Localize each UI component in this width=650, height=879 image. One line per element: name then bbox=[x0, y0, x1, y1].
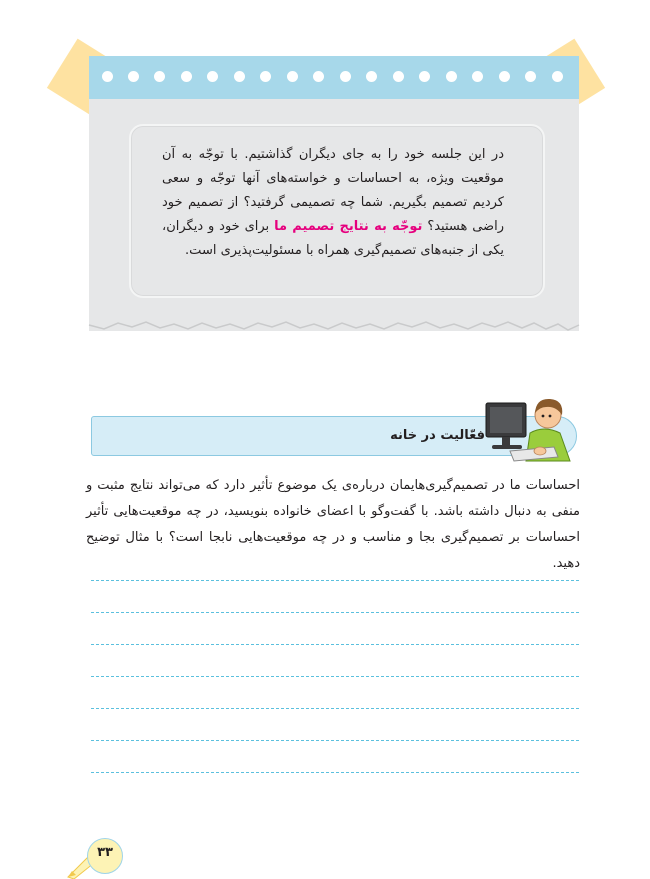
binding-hole bbox=[207, 71, 218, 82]
binding-hole bbox=[340, 71, 351, 82]
note-binding-holes bbox=[89, 68, 579, 84]
note-torn-edge bbox=[88, 313, 580, 337]
writing-line[interactable] bbox=[91, 612, 579, 613]
activity-paragraph: احساسات ما در تصمیم‌گیری‌هایمان درباره‌ی یک موضوع تأثیر دارد که می‌تواند نتایج مثبت و منفی به دنبال داشته باشد. با گفت‌وگو با اعضای خانواده بنویسید، در چه موقعیت‌هایی تأثیر احساسات بر تصمیم‌گیری بجا و مناسب و در چه موقعیت‌هایی نابجا است؟ با مثال توضیح دهید. bbox=[86, 478, 580, 571]
binding-hole bbox=[366, 71, 377, 82]
writing-line[interactable] bbox=[91, 644, 579, 645]
activity-title: فعّالیت در خانه bbox=[390, 428, 485, 443]
note-text-part-2: برای خود و دیگران، یکی از جنبه‌های تصمیم‌گیری همراه با مسئولیت‌پذیری است. bbox=[162, 219, 504, 258]
binding-hole bbox=[552, 71, 563, 82]
note-highlight: توجّه به نتایج تصمیم ما bbox=[274, 219, 423, 234]
writing-line[interactable] bbox=[91, 772, 579, 773]
binding-hole bbox=[499, 71, 510, 82]
writing-line[interactable] bbox=[91, 708, 579, 709]
binding-hole bbox=[419, 71, 430, 82]
binding-hole bbox=[393, 71, 404, 82]
binding-hole bbox=[128, 71, 139, 82]
binding-hole bbox=[234, 71, 245, 82]
binding-hole bbox=[472, 71, 483, 82]
binding-hole bbox=[102, 71, 113, 82]
binding-hole bbox=[287, 71, 298, 82]
binding-hole bbox=[181, 71, 192, 82]
binding-hole bbox=[525, 71, 536, 82]
boy-at-computer-illustration bbox=[484, 393, 580, 463]
note-header-strip bbox=[89, 56, 579, 99]
note-text-part-1: در این جلسه خود را به جای دیگران گذاشتیم. با توجّه به آن موقعیت ویژه، به احساسات و خواسته‌های آنها توجّه و سعی کردیم تصمیم بگیریم. شما چه تصمیمی گرفتید؟ از تصمیم خود راضی هستید؟ bbox=[162, 147, 504, 234]
writing-line[interactable] bbox=[91, 740, 579, 741]
note-text bbox=[162, 143, 504, 263]
page-number: ۳۳ bbox=[97, 845, 113, 860]
binding-hole bbox=[154, 71, 165, 82]
binding-hole bbox=[313, 71, 324, 82]
writing-line[interactable] bbox=[91, 580, 579, 581]
binding-hole bbox=[260, 71, 271, 82]
binding-hole bbox=[446, 71, 457, 82]
writing-line[interactable] bbox=[91, 676, 579, 677]
